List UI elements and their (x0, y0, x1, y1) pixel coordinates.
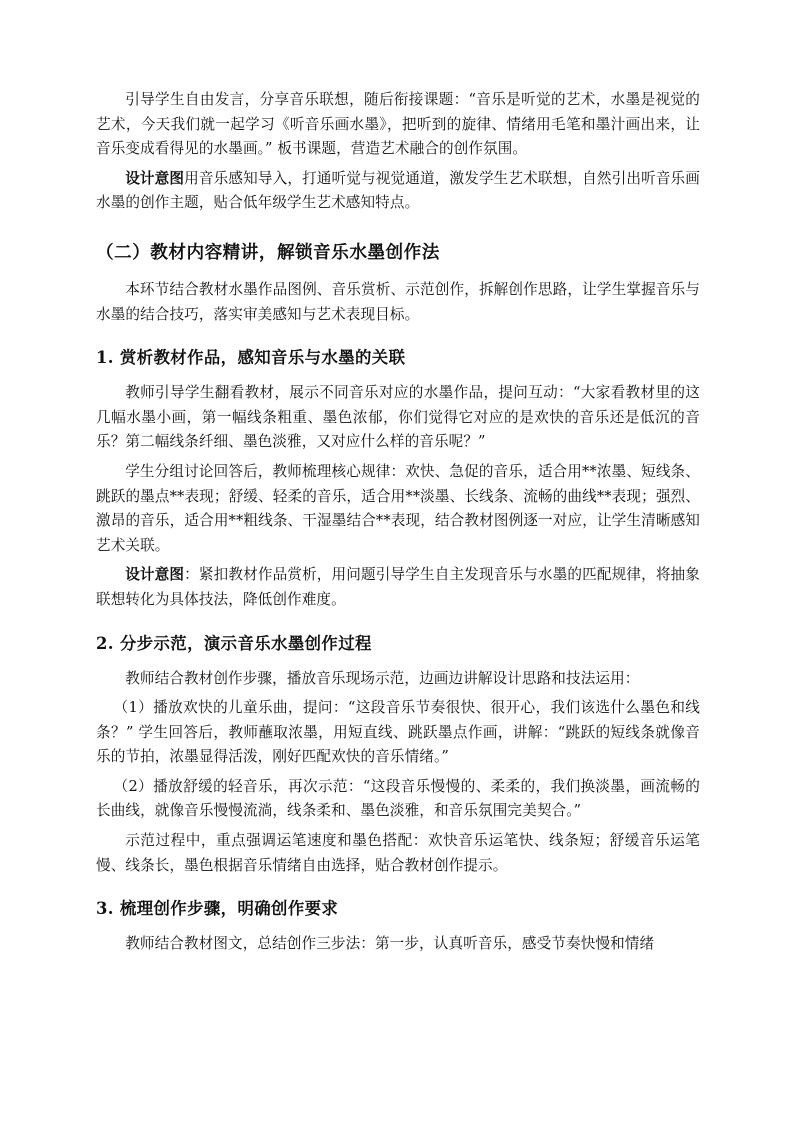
subheading-1-text: 赏析教材作品，感知音乐与水墨的关联 (119, 348, 406, 368)
part2-paragraph: 本环节结合教材水墨作品图例、音乐赏析、示范创作，拆解创作思路，让学生掌握音乐与水墨的结合技巧，落实审美感知与艺术表现目标。 (96, 280, 700, 323)
design-intent-label: 设计意图 (125, 566, 185, 584)
subsection-3-paragraph-1: 教师结合教材图文，总结创作三步法：第一步，认真听音乐，感受节奏快慢和情绪 (125, 935, 655, 953)
subheading-3-text: 梳理创作步骤，明确创作要求 (119, 899, 339, 919)
subheading-3-number: 3. (96, 899, 114, 919)
page-content (96, 88, 700, 957)
design-intent-text: ：紧扣教材作品赏析，用问题引导学生自主发现音乐与水墨的匹配规律，将抽象联想转化为具体技法，降低创作难度。 (96, 566, 700, 608)
design-intent-label: 设计意图 (125, 169, 185, 187)
intro-paragraph: 引导学生自由发言，分享音乐联想，随后衔接课题：“音乐是听觉的艺术，水墨是视觉的艺术，今天我们就一起学习《听音乐画水墨》，把听到的旋律、情绪用毛笔和墨汁画出来，让音乐变成看得见的水墨画。” 板书课题，营造艺术融合的创作氛围。 (96, 91, 700, 158)
subsection-2-paragraph-2: 示范过程中，重点强调运笔速度和墨色搭配：欢快音乐运笔快、线条短；舒缓音乐运笔慢、线条长，墨色根据音乐情绪自由选择，贴合教材创作提示。 (96, 832, 700, 874)
intro-design-intent (96, 167, 700, 216)
subheading-3 (96, 896, 700, 922)
subheading-2 (96, 631, 700, 657)
design-intent-text: 用音乐感知导入，打通听觉与视觉通道，激发学生艺术联想，自然引出听音乐画水墨的创作主题，贴合低年级学生艺术感知特点。 (96, 169, 700, 212)
subheading-1 (96, 345, 700, 371)
subheading-2-number: 2. (96, 633, 114, 653)
subsection-1-paragraph-1: 教师引导学生翻看教材，展示不同音乐对应的水墨作品，提问互动：“大家看教材里的这几幅水墨小画，第一幅线条粗重、墨色浓郁，你们觉得它对应的是欢快的音乐还是低沉的音乐？第二幅线条纤细、墨色淡雅，又对应什么样的音乐呢？” (96, 384, 700, 451)
section-heading-part2: （二）教材内容精讲，解锁音乐水墨创作法 (96, 242, 440, 263)
subsection-1-paragraph-2: 学生分组讨论回答后，教师梳理核心规律：欢快、急促的音乐，适合用**浓墨、短线条、跳跃的墨点**表现；舒缓、轻柔的音乐，适合用**淡墨、长线条、流畅的曲线**表现；强烈、激昂的音乐，适合用**粗线条、干湿墨结合**表现，结合教材图例逐一对应，让学生清晰感知艺术关联。 (96, 462, 700, 554)
subsection-2-step-1: （1）播放欢快的儿童乐曲，提问：“这段音乐节奏很快、很开心，我们该选什么墨色和线条？” 学生回答后，教师蘸取浓墨，用短直线、跳跃墨点作画，讲解：“跳跃的短线条就像音乐的节拍，浓墨显得活泼，刚好匹配欢快的音乐情绪。” (96, 699, 700, 766)
subheading-2-text: 分步示范，演示音乐水墨创作过程 (119, 633, 372, 653)
subsection-1-design-intent (96, 563, 700, 612)
subsection-2-step-2: （2）播放舒缓的轻音乐，再次示范：“这段音乐慢慢的、柔柔的，我们换淡墨，画流畅的长曲线，就像音乐慢慢流淌，线条柔和、墨色淡雅，和音乐氛围完美契合。” (96, 777, 700, 820)
subsection-2-paragraph-1: 教师结合教材创作步骤，播放音乐现场示范，边画边讲解设计思路和技法运用： (125, 669, 640, 687)
subheading-1-number: 1. (96, 348, 114, 368)
